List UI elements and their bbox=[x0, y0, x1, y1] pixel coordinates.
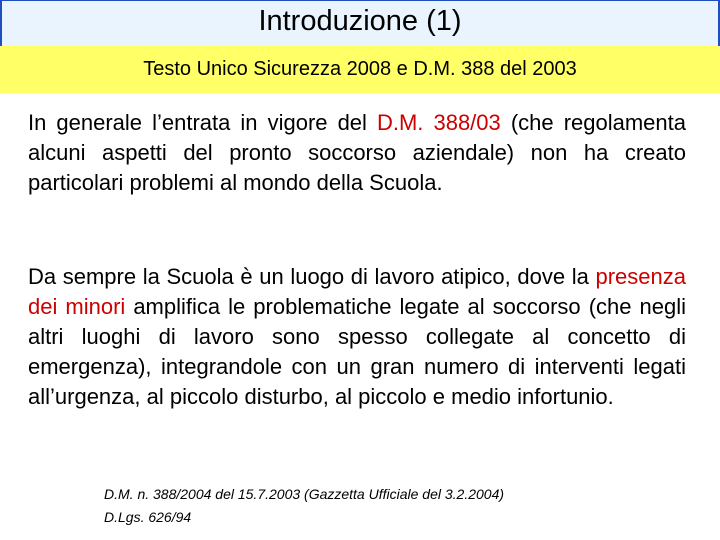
paragraph-2-text-after: amplifica le problematiche legate al soccorso (che negli altri luoghi di lavoro sono spesso collegate al concetto di emergenza), integrandole con un gran numero di interventi legati all’urgenza, al piccolo disturbo, al piccolo e medio infortunio. bbox=[28, 294, 686, 409]
slide-subtitle: Testo Unico Sicurezza 2008 e D.M. 388 del 2003 bbox=[143, 58, 577, 80]
reference-item: D.M. n. 388/2004 del 15.7.2003 (Gazzetta Ufficiale del 3.2.2004) bbox=[104, 486, 505, 502]
paragraph-2-highlight: presenza dei minori bbox=[28, 264, 686, 319]
references bbox=[104, 483, 504, 529]
title-bar bbox=[0, 0, 720, 46]
reference-item: D.Lgs. 626/94 bbox=[104, 509, 192, 525]
paragraph-2 bbox=[28, 262, 686, 412]
paragraph-1-highlight: D.M. 388/03 bbox=[376, 110, 501, 135]
paragraph-1 bbox=[28, 108, 686, 198]
paragraph-2-text-before: Da sempre la Scuola è un luogo di lavoro atipico, dove la bbox=[28, 264, 596, 289]
paragraph-1-text-before: In generale l’entrata in vigore del bbox=[28, 110, 377, 135]
title-top-rule bbox=[0, 0, 720, 1]
slide-title: Introduzione (1) bbox=[258, 5, 462, 37]
subtitle-bar bbox=[0, 46, 720, 93]
paragraph-1-text-after: (che regolamenta alcuni aspetti del pronto soccorso aziendale) non ha creato particolari problemi al mondo della Scuola. bbox=[28, 110, 686, 195]
